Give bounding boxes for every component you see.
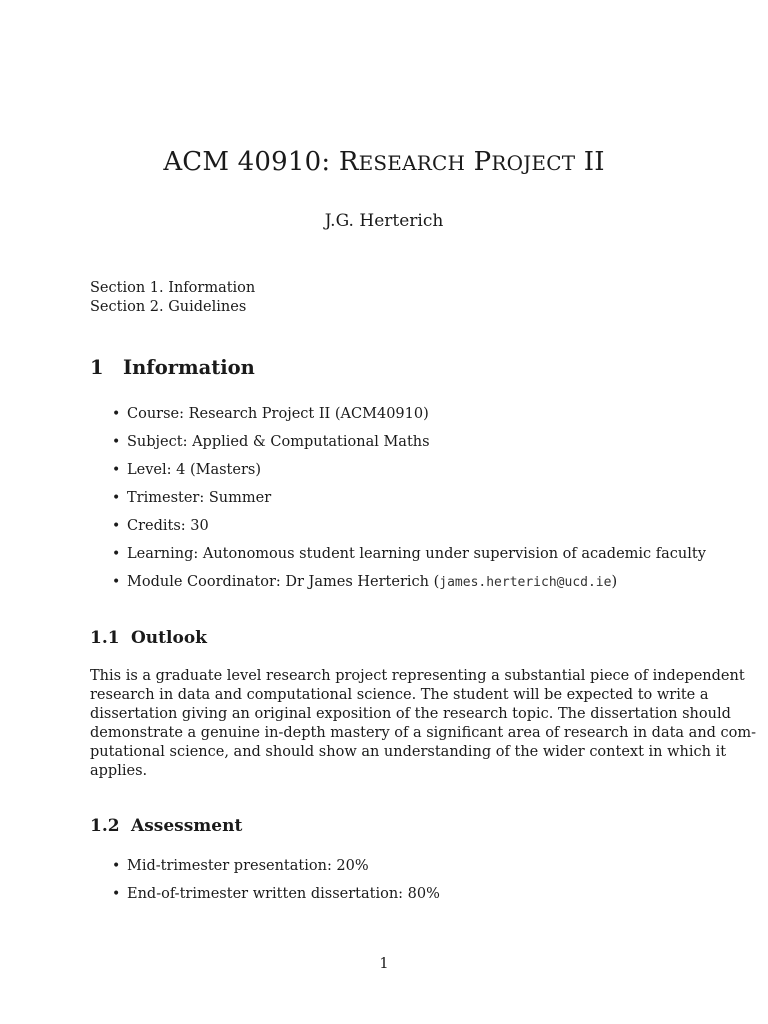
assessment-list — [110, 857, 440, 913]
bullet-icon: • — [112, 546, 121, 562]
list-item-text: Mid-trimester presentation: 20% — [127, 858, 369, 874]
list-item-text: Level: 4 (Masters) — [127, 462, 261, 478]
section-heading-information — [90, 354, 255, 382]
list-item — [110, 433, 706, 461]
paragraph-line: dissertation giving an original exposition of the research topic. The dissertation should — [90, 706, 731, 722]
title-course-code: ACM 40910: — [163, 147, 339, 177]
list-item-text: End-of-trimester written dissertation: 80% — [127, 886, 440, 902]
paragraph-line: applies. — [90, 763, 148, 779]
list-item-text: Credits: 30 — [127, 518, 209, 534]
author-name: J.G. Herterich — [324, 211, 444, 231]
list-item-text: Module Coordinator: Dr James Herterich ( — [127, 574, 440, 590]
section-number: 1.2 — [90, 816, 120, 836]
list-item-text: ) — [611, 574, 618, 590]
page-number: 1 — [379, 956, 389, 972]
information-list — [110, 405, 706, 601]
bullet-icon: • — [112, 858, 121, 874]
list-item-text: Course: Research Project II (ACM40910) — [127, 406, 429, 422]
bullet-icon: • — [112, 490, 121, 506]
section-title: Outlook — [131, 628, 207, 648]
paragraph-line: This is a graduate level research project representing a substantial piece of independent — [90, 668, 745, 684]
coordinator-email-link[interactable]: james.herterich@ucd.ie — [439, 575, 612, 590]
list-item — [110, 857, 440, 885]
section-number: 1 — [90, 356, 104, 379]
bullet-icon: • — [112, 462, 121, 478]
list-item-text: Trimester: Summer — [127, 490, 272, 506]
bullet-icon: • — [112, 518, 121, 534]
toc-entry: Section 1. Information — [90, 280, 256, 296]
title-word-2-rest: ROJECT — [491, 151, 576, 175]
list-item-text: Learning: Autonomous student learning under supervision of academic faculty — [127, 546, 706, 562]
table-of-contents — [90, 279, 255, 317]
bullet-icon: • — [112, 886, 121, 902]
list-item — [110, 573, 706, 601]
list-item — [110, 461, 706, 489]
list-item-text: Subject: Applied & Computational Maths — [127, 434, 430, 450]
document-title — [0, 144, 768, 181]
bullet-icon: • — [112, 406, 121, 422]
section-number: 1.1 — [90, 628, 120, 648]
section-title: Assessment — [131, 816, 243, 836]
title-word-3: II — [583, 147, 605, 177]
bullet-icon: • — [112, 574, 121, 590]
section-heading-assessment — [90, 814, 242, 838]
list-item — [110, 885, 440, 913]
list-item — [110, 405, 706, 433]
section-title: Information — [123, 356, 255, 379]
title-word-1-rest: ESEARCH — [358, 151, 466, 175]
title-space — [465, 147, 473, 177]
title-space — [575, 147, 583, 177]
list-item — [110, 517, 706, 545]
paragraph-line: research in data and computational science. The student will be expected to write a — [90, 687, 709, 703]
outlook-paragraph — [90, 667, 757, 781]
title-word-2-initial: P — [473, 147, 492, 177]
bullet-icon: • — [112, 434, 121, 450]
title-word-1-initial: R — [338, 147, 359, 177]
paragraph-line: demonstrate a genuine in-depth mastery of a significant area of research in data and com- — [90, 725, 757, 741]
list-item — [110, 545, 706, 573]
toc-entry: Section 2. Guidelines — [90, 299, 247, 315]
paragraph-line: putational science, and should show an understanding of the wider context in which it — [90, 744, 727, 760]
section-heading-outlook — [90, 626, 207, 650]
list-item — [110, 489, 706, 517]
